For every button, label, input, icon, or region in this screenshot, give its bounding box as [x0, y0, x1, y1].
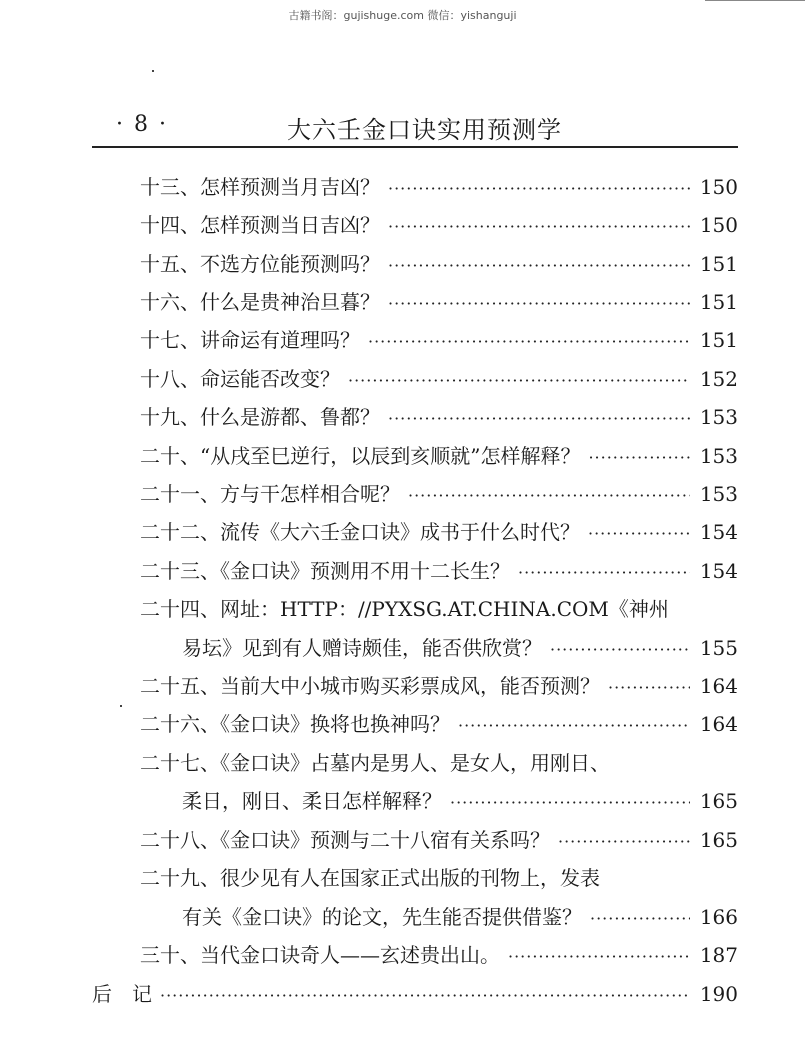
dot-leader — [558, 823, 690, 861]
scan-speck — [152, 70, 154, 72]
toc-entry-page: 154 — [699, 520, 738, 544]
toc-entry-title-line1[interactable]: 二十九、很少见有人在国家正式出版的刊物上，发表 — [140, 866, 600, 890]
dot-leader — [388, 208, 690, 246]
toc-entry-page: 165 — [699, 789, 738, 813]
toc-entry[interactable] — [140, 513, 738, 551]
toc-entry[interactable] — [140, 398, 738, 436]
dot-leader — [388, 400, 690, 438]
toc-entry-title-line2: 易坛》见到有人赠诗颇佳，能否供欣赏？ — [182, 636, 542, 660]
toc-entry-title: 二十六、《金口诀》换将也换神吗？ — [140, 712, 450, 736]
dot-leader — [408, 477, 690, 515]
toc-entry[interactable] — [140, 321, 738, 359]
toc-entry[interactable] — [182, 898, 738, 936]
toc-entry-page: 150 — [699, 213, 738, 237]
toc-entry-afterword[interactable] — [92, 975, 738, 1013]
toc-entry[interactable] — [140, 705, 738, 743]
toc-entry[interactable] — [140, 360, 738, 398]
toc-entry-title: 十五、不选方位能预测吗？ — [140, 252, 380, 276]
dot-leader — [590, 900, 690, 938]
toc-entry[interactable] — [140, 437, 738, 475]
toc-entry-title: 十八、命运能否改变？ — [140, 367, 340, 391]
toc-entry[interactable] — [182, 782, 738, 820]
toc-entry-title: 十九、什么是游都、鲁都？ — [140, 405, 380, 429]
toc-entry-page: 187 — [699, 943, 738, 967]
dot-leader — [588, 515, 690, 553]
toc-entry-page: 153 — [699, 405, 738, 429]
toc-entry[interactable] — [140, 283, 738, 321]
toc-entry-page: 164 — [699, 674, 738, 698]
toc-entry-title: 十六、什么是贵神治旦暮？ — [140, 290, 380, 314]
dot-leader — [160, 977, 690, 1015]
dot-leader — [388, 170, 690, 208]
toc-entry-page: 151 — [699, 290, 738, 314]
toc-entry[interactable] — [140, 552, 738, 590]
scan-speck — [120, 705, 122, 707]
dot-leader — [550, 631, 690, 669]
toc-entry-page: 151 — [699, 328, 738, 352]
toc-entry-page: 166 — [699, 905, 738, 929]
toc-entry[interactable] — [140, 245, 738, 283]
toc-entry-page: 164 — [699, 712, 738, 736]
toc-entry-page: 154 — [699, 559, 738, 583]
toc-entry-title: 二十二、流传《大六壬金口诀》成书于什么时代？ — [140, 520, 580, 544]
toc-entry[interactable] — [140, 936, 738, 974]
toc-entry-title-line2: 柔日，刚日、柔日怎样解释？ — [182, 789, 442, 813]
toc-entry[interactable] — [140, 821, 738, 859]
toc-entry-page: 190 — [699, 982, 738, 1006]
book-title: 大六壬金口诀实用预测学 — [287, 116, 562, 144]
toc-entry-title: 三十、当代金口诀奇人——玄述贵出山。 — [140, 943, 500, 967]
toc-entry-page: 151 — [699, 252, 738, 276]
dot-leader — [458, 707, 690, 745]
toc-entry[interactable] — [140, 168, 738, 206]
top-edge-rule — [705, 0, 805, 1]
toc-entry-title: 二十一、方与干怎样相合呢？ — [140, 482, 400, 506]
toc-entry-title: 十七、讲命运有道理吗？ — [140, 328, 360, 352]
toc-entry-title: 二十五、当前大中小城市购买彩票成风，能否预测？ — [140, 674, 600, 698]
dot-leader — [368, 323, 690, 361]
toc-entry-title-line2: 有关《金口诀》的论文，先生能否提供借鉴？ — [182, 905, 582, 929]
dot-leader — [348, 362, 690, 400]
header-rule — [92, 146, 738, 148]
dot-leader — [518, 554, 690, 592]
toc-entry-title: 二十八、《金口诀》预测与二十八宿有关系吗？ — [140, 828, 550, 852]
toc-entry-title: 十四、怎样预测当日吉凶？ — [140, 213, 380, 237]
toc-entry-title-line1[interactable]: 二十七、《金口诀》占墓内是男人、是女人，用刚日、 — [140, 751, 610, 775]
page-number: · 8 · — [116, 112, 168, 137]
dot-leader — [608, 669, 690, 707]
toc-entry[interactable] — [182, 629, 738, 667]
toc-entry-page: 155 — [699, 636, 738, 660]
dot-leader — [388, 247, 690, 285]
toc-entry-page: 150 — [699, 175, 738, 199]
toc-entry-page: 153 — [699, 444, 738, 468]
toc-entry[interactable] — [140, 475, 738, 513]
dot-leader — [450, 784, 690, 822]
toc-entry-page: 153 — [699, 482, 738, 506]
dot-leader — [508, 938, 690, 976]
toc-entry-title: 二十、“从戌至巳逆行，以辰到亥顺就”怎样解释？ — [140, 444, 581, 468]
toc-entry[interactable] — [140, 667, 738, 705]
toc-entry-page: 165 — [699, 828, 738, 852]
toc-entry-title: 十三、怎样预测当月吉凶？ — [140, 175, 380, 199]
dot-leader — [588, 439, 690, 477]
watermark: 古籍书阁：gujishuge.com 微信：yishanguji — [288, 9, 517, 22]
toc-entry-page: 152 — [699, 367, 738, 391]
toc-entry-title: 二十三、《金口诀》预测用不用十二长生？ — [140, 559, 510, 583]
toc-entry-title: 后 记 — [92, 982, 152, 1006]
dot-leader — [388, 285, 690, 323]
toc-entry-title-line1[interactable]: 二十四、网址：HTTP：//PYXSG.AT.CHINA.COM《神州 — [140, 597, 669, 621]
toc-entry[interactable] — [140, 206, 738, 244]
